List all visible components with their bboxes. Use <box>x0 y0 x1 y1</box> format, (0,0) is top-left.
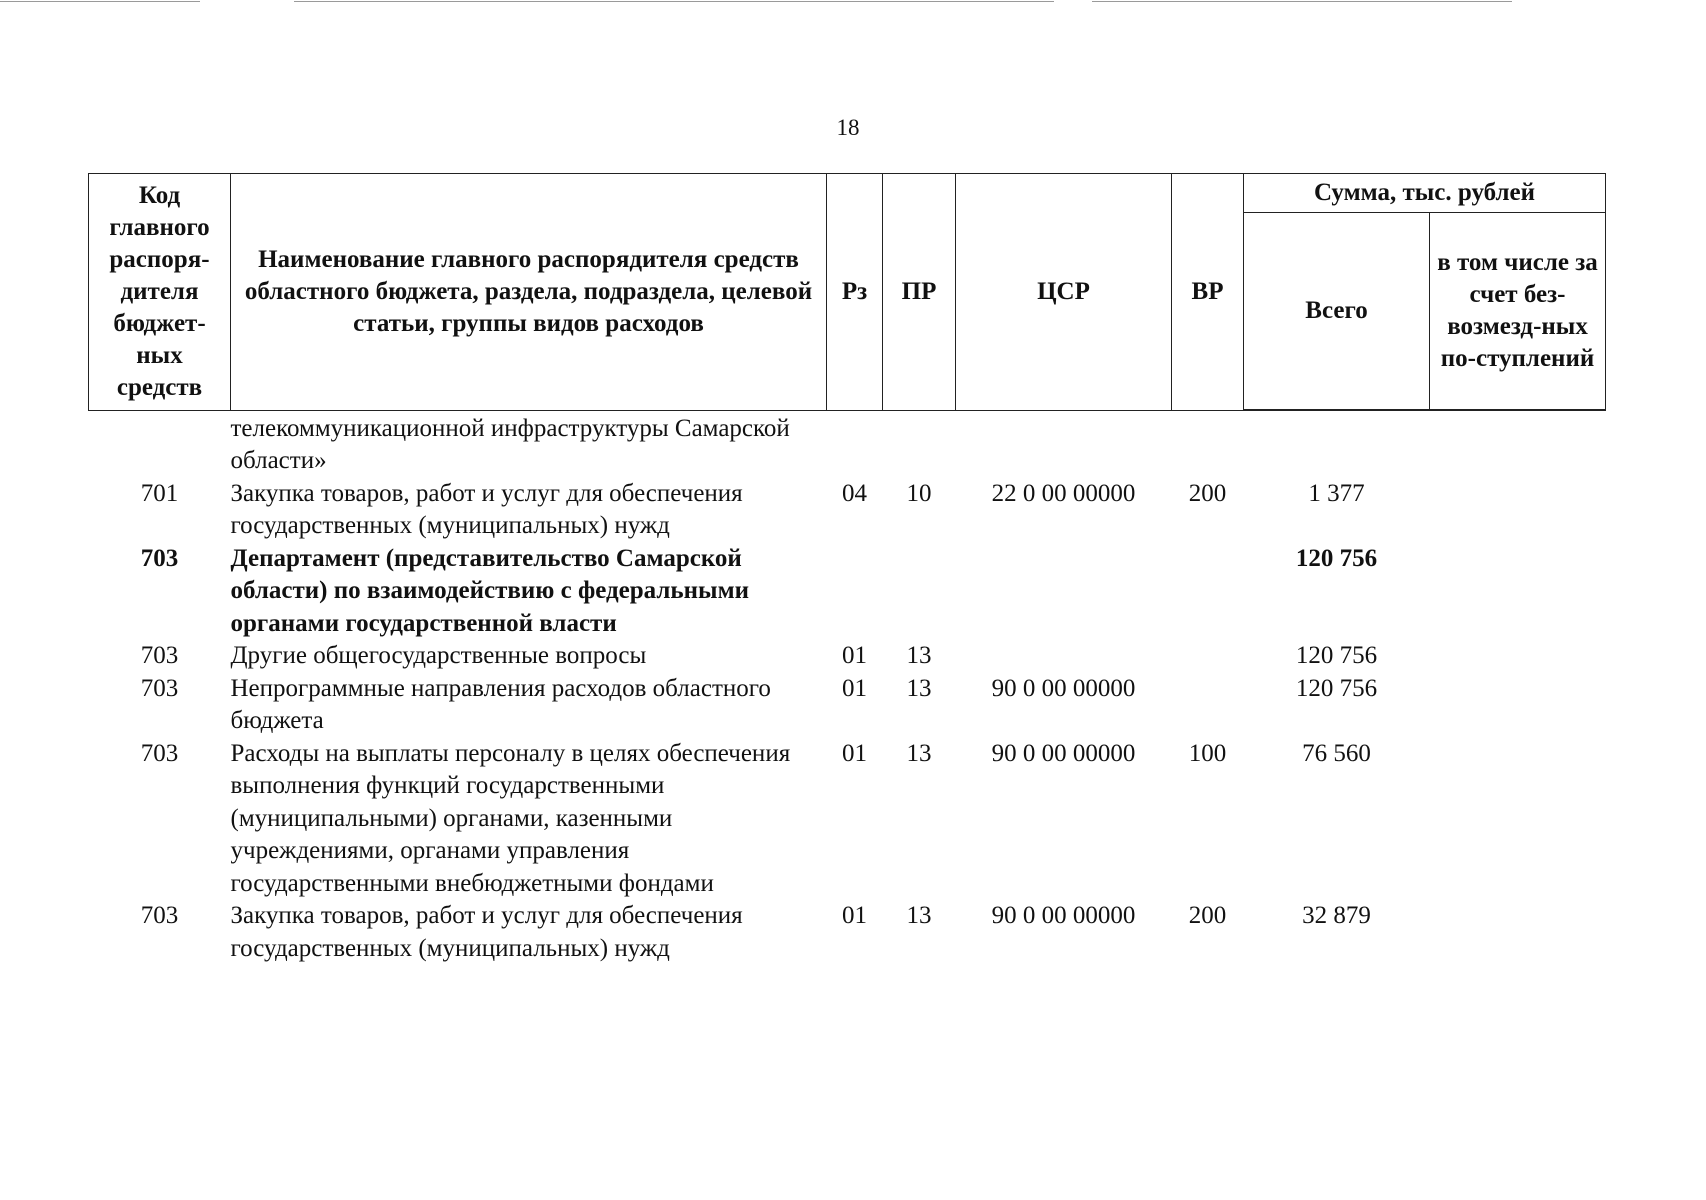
gratis-cell <box>1430 738 1606 901</box>
header-vr: ВР <box>1172 174 1244 411</box>
code-cell: 703 <box>140 674 179 702</box>
header-csr: ЦСР <box>956 174 1172 411</box>
pr-cell <box>883 543 956 641</box>
header-total: Всего <box>1244 213 1430 411</box>
pr-cell <box>883 410 956 478</box>
code-cell <box>89 410 231 478</box>
table-row <box>89 673 1606 738</box>
header-sum: Сумма, тыс. рублей <box>1244 174 1606 213</box>
vr-cell <box>1172 673 1244 738</box>
total-cell: 76 560 <box>1302 739 1371 767</box>
rz-cell: 01 <box>842 902 867 929</box>
code-cell: 701 <box>140 479 179 507</box>
header-gratis: в том числе за счет без-возмезд-ных по-ступлений <box>1430 213 1606 411</box>
vr-cell: 200 <box>1188 479 1227 507</box>
csr-cell: 90 0 00 00000 <box>991 739 1136 767</box>
vr-cell <box>1172 410 1244 478</box>
table-body <box>89 410 1606 965</box>
name-cell: Департамент (представительство Самарской области) по взаимодействию с федеральными органами государственной власти <box>230 544 750 637</box>
pr-cell: 10 <box>906 479 932 507</box>
table-row <box>89 478 1606 543</box>
vr-cell <box>1172 640 1244 673</box>
name-cell: Непрограммные направления расходов областного бюджета <box>230 674 771 734</box>
name-cell: телекоммуникационной инфраструктуры Самарской области» <box>230 414 790 474</box>
code-cell: 703 <box>140 739 179 767</box>
rz-cell: 04 <box>842 479 867 507</box>
gratis-cell <box>1430 673 1606 738</box>
total-cell: 120 756 <box>1295 544 1378 572</box>
pr-cell: 13 <box>906 674 932 702</box>
header-code: Код главного распоря-дителя бюджет-ных средств <box>89 174 231 411</box>
csr-cell <box>956 543 1172 641</box>
total-cell: 120 756 <box>1295 674 1378 702</box>
csr-cell: 22 0 00 00000 <box>991 479 1136 507</box>
header-rz: Рз <box>827 174 883 411</box>
total-cell: 120 756 <box>1295 642 1378 669</box>
table-header <box>89 174 1606 411</box>
gratis-cell <box>1430 410 1606 478</box>
gratis-cell <box>1430 543 1606 641</box>
table-row <box>89 543 1606 641</box>
rz-cell: 01 <box>842 674 867 702</box>
name-cell: Закупка товаров, работ и услуг для обеспечения государственных (муниципальных) нужд <box>230 479 743 539</box>
csr-cell: 90 0 00 00000 <box>991 674 1136 702</box>
rz-cell: 01 <box>842 739 867 767</box>
table-row <box>89 640 1606 673</box>
header-name: Наименование главного распорядителя средств областного бюджета, раздела, подраздела, целевой статьи, группы видов расходов <box>231 174 827 411</box>
name-cell: Закупка товаров, работ и услуг для обеспечения государственных (муниципальных) нужд <box>230 902 743 962</box>
csr-cell <box>956 640 1172 673</box>
gratis-cell <box>1430 640 1606 673</box>
budget-table <box>88 173 1606 965</box>
gratis-cell <box>1430 478 1606 543</box>
pr-cell: 13 <box>906 642 932 669</box>
total-cell: 32 879 <box>1302 902 1371 929</box>
vr-cell: 200 <box>1188 902 1227 929</box>
total-cell: 1 377 <box>1308 479 1365 507</box>
csr-cell <box>956 410 1172 478</box>
header-pr: ПР <box>883 174 956 411</box>
rz-cell: 01 <box>842 642 867 669</box>
total-cell <box>1244 410 1430 478</box>
rz-cell <box>827 543 883 641</box>
code-cell: 703 <box>140 642 179 669</box>
pr-cell: 13 <box>906 739 932 767</box>
code-cell: 703 <box>140 544 179 572</box>
page-number: 18 <box>836 115 860 140</box>
vr-cell: 100 <box>1188 739 1227 767</box>
vr-cell <box>1172 543 1244 641</box>
gratis-cell <box>1430 900 1606 965</box>
code-cell: 703 <box>140 902 179 929</box>
rz-cell <box>827 410 883 478</box>
table-row <box>89 410 1606 478</box>
table-row <box>89 738 1606 901</box>
table-row <box>89 900 1606 965</box>
name-cell: Другие общегосударственные вопросы <box>230 642 647 669</box>
name-cell: Расходы на выплаты персоналу в целях обеспечения выполнения функций государственными (муниципальными) органами, казенными учреждениями, органами управления государственными внебюджетными фондами <box>230 739 791 897</box>
csr-cell: 90 0 00 00000 <box>991 902 1136 929</box>
pr-cell: 13 <box>906 902 932 929</box>
